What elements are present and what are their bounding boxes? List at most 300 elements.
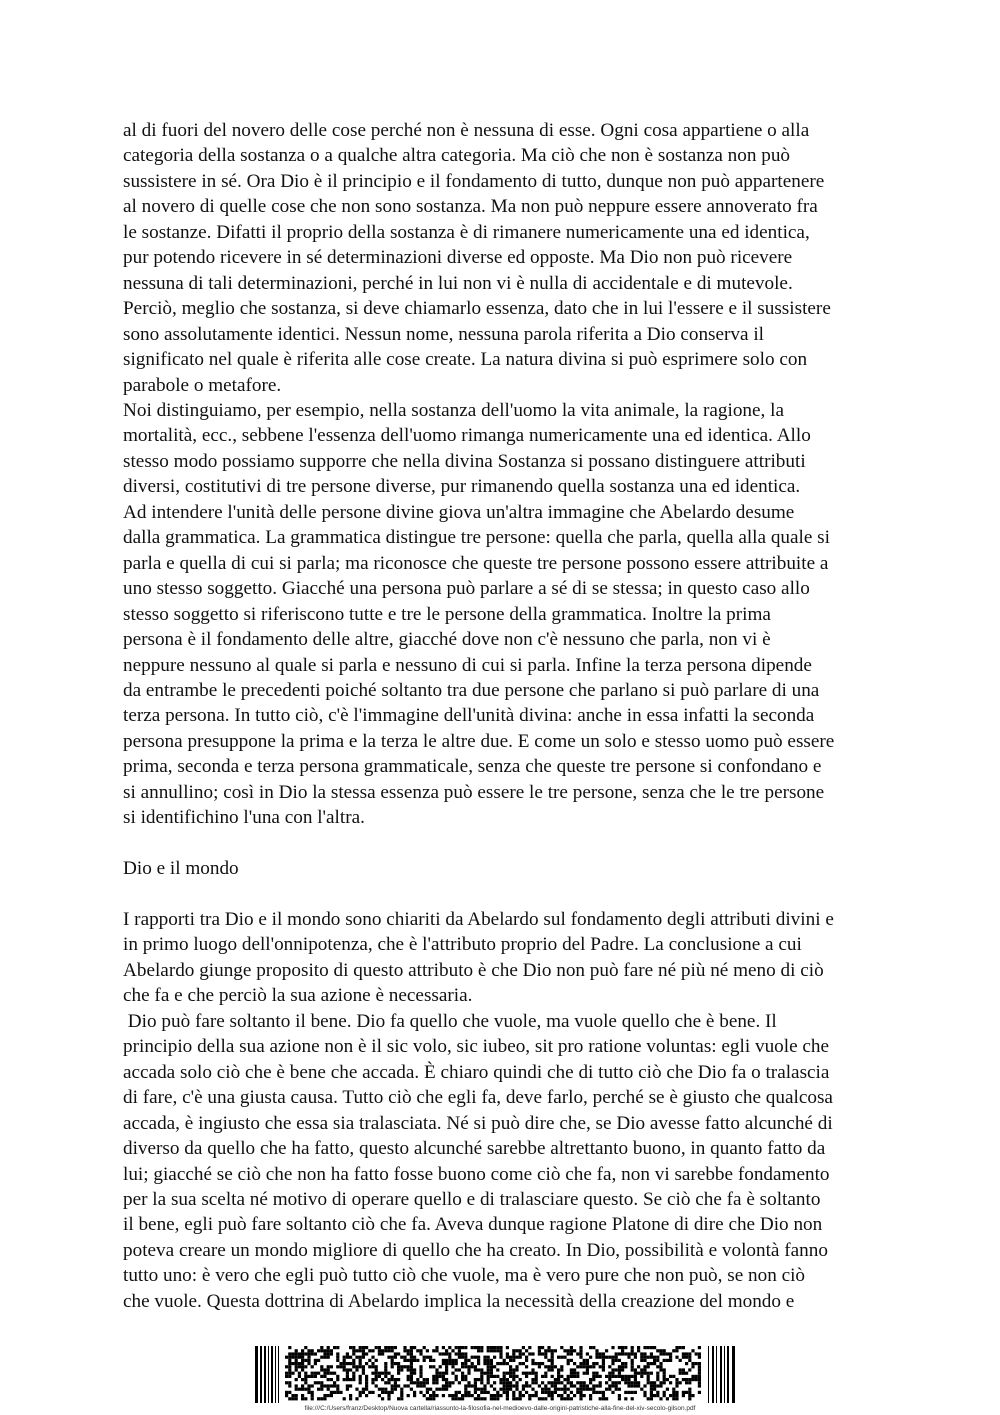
barcode-module	[656, 1365, 659, 1368]
barcode-module	[551, 1397, 554, 1400]
barcode-module	[471, 1346, 474, 1349]
barcode-module	[538, 1365, 541, 1368]
barcode-module	[461, 1365, 464, 1368]
barcode-module	[627, 1375, 630, 1378]
barcode-module	[509, 1356, 512, 1359]
barcode-module	[621, 1368, 624, 1371]
barcode-module	[656, 1378, 659, 1381]
barcode-module	[304, 1375, 307, 1378]
barcode-module	[365, 1362, 368, 1365]
barcode-module	[403, 1365, 406, 1368]
barcode-module	[675, 1394, 678, 1397]
barcode-module	[663, 1375, 666, 1378]
barcode-module	[448, 1384, 451, 1387]
barcode-module	[570, 1352, 573, 1355]
barcode-module	[330, 1349, 333, 1352]
barcode-module	[621, 1346, 624, 1349]
barcode-module	[435, 1349, 438, 1352]
barcode-module	[512, 1368, 515, 1371]
barcode-module	[368, 1359, 371, 1362]
barcode-module	[695, 1352, 698, 1355]
barcode-module	[391, 1346, 394, 1349]
barcode-module	[327, 1372, 330, 1375]
barcode-module	[435, 1368, 438, 1371]
barcode-module	[547, 1365, 550, 1368]
barcode-module	[634, 1352, 637, 1355]
barcode-module	[445, 1388, 448, 1391]
barcode-module	[490, 1346, 493, 1349]
barcode-module	[467, 1391, 470, 1394]
barcode-module	[663, 1394, 666, 1397]
barcode-module	[608, 1388, 611, 1391]
barcode-module	[525, 1349, 528, 1352]
barcode-module	[410, 1359, 413, 1362]
file-path-footer: file:///C:/Users/franz/Desktop/Nuova cartella/riassunto-la-filosofia-nel-medioevo-dalle-origini-patristiche-alla-fine-del-xiv-secolo-gilson.pdf	[304, 1405, 696, 1412]
barcode-module	[448, 1362, 451, 1365]
barcode-module	[426, 1349, 429, 1352]
barcode-module	[551, 1356, 554, 1359]
barcode-module	[413, 1391, 416, 1394]
barcode-module	[343, 1362, 346, 1365]
barcode-module	[647, 1397, 650, 1400]
barcode-module	[413, 1368, 416, 1371]
barcode-module	[557, 1368, 560, 1371]
barcode-module	[567, 1378, 570, 1381]
barcode-module	[672, 1388, 675, 1391]
barcode-module	[301, 1356, 304, 1359]
barcode-module	[541, 1381, 544, 1384]
barcode-module	[595, 1349, 598, 1352]
barcode-module	[631, 1362, 634, 1365]
barcode-module	[611, 1381, 614, 1384]
barcode-module	[512, 1356, 515, 1359]
barcode-module	[624, 1381, 627, 1384]
barcode-module	[544, 1372, 547, 1375]
barcode-module	[656, 1359, 659, 1362]
barcode-module	[419, 1368, 422, 1371]
text-line: uno stesso soggetto. Giacché una persona può parlare a sé di se stessa; in questo caso allo	[123, 578, 810, 600]
barcode-module	[595, 1372, 598, 1375]
barcode-module	[576, 1375, 579, 1378]
barcode-module	[551, 1359, 554, 1362]
barcode-module	[359, 1346, 362, 1349]
barcode-module	[435, 1378, 438, 1381]
barcode-module	[535, 1375, 538, 1378]
barcode-module	[362, 1356, 365, 1359]
barcode-module	[295, 1368, 298, 1371]
barcode-module	[631, 1391, 634, 1394]
barcode-module	[426, 1397, 429, 1400]
barcode-module	[307, 1362, 310, 1365]
barcode-module	[288, 1359, 291, 1362]
barcode-module	[349, 1397, 352, 1400]
barcode-module	[509, 1359, 512, 1362]
barcode-module	[499, 1362, 502, 1365]
barcode-module	[323, 1349, 326, 1352]
barcode-module	[407, 1365, 410, 1368]
barcode-module	[311, 1397, 314, 1400]
barcode-module	[653, 1388, 656, 1391]
barcode-module	[503, 1384, 506, 1387]
barcode-module	[288, 1356, 291, 1359]
barcode-module	[413, 1346, 416, 1349]
barcode-module	[371, 1391, 374, 1394]
barcode-module	[304, 1372, 307, 1375]
barcode-module	[669, 1394, 672, 1397]
barcode-module	[455, 1362, 458, 1365]
barcode-module	[471, 1365, 474, 1368]
barcode-module	[394, 1381, 397, 1384]
barcode-module	[483, 1362, 486, 1365]
text-line: in primo luogo dell'onnipotenza, che è l'attributo proprio del Padre. La conclusione a cui	[123, 934, 802, 956]
barcode-module	[346, 1388, 349, 1391]
barcode-module	[563, 1378, 566, 1381]
barcode-module	[435, 1372, 438, 1375]
barcode-module	[327, 1349, 330, 1352]
barcode-module	[359, 1356, 362, 1359]
barcode-module	[512, 1397, 515, 1400]
barcode-module	[698, 1362, 701, 1365]
barcode-module	[688, 1391, 691, 1394]
barcode-module	[461, 1346, 464, 1349]
barcode-module	[496, 1391, 499, 1394]
barcode-module	[560, 1394, 563, 1397]
text-line: diverso da quello che ha fatto, questo alcunché sarebbe altrettanto buono, in quanto fatto da	[123, 1138, 826, 1160]
barcode-module	[467, 1365, 470, 1368]
barcode-module	[307, 1349, 310, 1352]
barcode-module	[579, 1384, 582, 1387]
barcode-module	[579, 1346, 582, 1349]
barcode-module	[531, 1362, 534, 1365]
barcode-module	[691, 1365, 694, 1368]
barcode-module	[384, 1368, 387, 1371]
barcode-module	[659, 1384, 662, 1387]
barcode-module	[563, 1349, 566, 1352]
barcode-module	[650, 1362, 653, 1365]
barcode-module	[557, 1356, 560, 1359]
barcode-module	[640, 1352, 643, 1355]
barcode-module	[442, 1352, 445, 1355]
barcode-module	[451, 1359, 454, 1362]
barcode-module	[323, 1356, 326, 1359]
barcode-module	[426, 1378, 429, 1381]
barcode-module	[490, 1368, 493, 1371]
barcode-module	[410, 1378, 413, 1381]
barcode-module	[512, 1384, 515, 1387]
barcode-module	[464, 1394, 467, 1397]
barcode-module	[618, 1397, 621, 1400]
barcode-module	[464, 1359, 467, 1362]
barcode-module	[653, 1362, 656, 1365]
barcode-module	[423, 1381, 426, 1384]
barcode-module	[503, 1388, 506, 1391]
barcode-module	[346, 1368, 349, 1371]
barcode-module	[432, 1391, 435, 1394]
barcode-module	[503, 1375, 506, 1378]
barcode-module	[474, 1388, 477, 1391]
blank-line	[123, 831, 913, 856]
barcode-module	[659, 1352, 662, 1355]
barcode-module	[716, 1346, 717, 1403]
barcode-module	[557, 1388, 560, 1391]
barcode-module	[391, 1362, 394, 1365]
barcode-module	[371, 1356, 374, 1359]
barcode-module	[480, 1372, 483, 1375]
barcode-module	[426, 1356, 429, 1359]
barcode-module	[432, 1394, 435, 1397]
barcode-module	[631, 1365, 634, 1368]
barcode-module	[647, 1362, 650, 1365]
barcode-module	[384, 1346, 387, 1349]
barcode-module	[381, 1372, 384, 1375]
barcode-module	[695, 1362, 698, 1365]
barcode-module	[519, 1391, 522, 1394]
barcode-module	[400, 1394, 403, 1397]
barcode-module	[544, 1352, 547, 1355]
barcode-module	[493, 1365, 496, 1368]
barcode-module	[525, 1359, 528, 1362]
barcode-module	[435, 1375, 438, 1378]
barcode-module	[288, 1391, 291, 1394]
barcode-module	[304, 1397, 307, 1400]
barcode-module	[512, 1372, 515, 1375]
barcode-module	[320, 1375, 323, 1378]
barcode-module	[435, 1394, 438, 1397]
barcode-module	[560, 1397, 563, 1400]
barcode-module	[579, 1352, 582, 1355]
barcode-module	[426, 1388, 429, 1391]
barcode-module	[445, 1372, 448, 1375]
barcode-module	[413, 1381, 416, 1384]
barcode-module	[365, 1378, 368, 1381]
barcode-module	[403, 1359, 406, 1362]
barcode-module	[675, 1378, 678, 1381]
barcode-module	[264, 1346, 266, 1403]
barcode-module	[586, 1365, 589, 1368]
barcode-module	[525, 1391, 528, 1394]
barcode-module	[455, 1368, 458, 1371]
barcode-module	[355, 1368, 358, 1371]
barcode-module	[650, 1372, 653, 1375]
barcode-module	[525, 1375, 528, 1378]
barcode-module	[375, 1346, 378, 1349]
barcode-module	[467, 1372, 470, 1375]
barcode-module	[362, 1391, 365, 1394]
barcode-module	[352, 1378, 355, 1381]
barcode-module	[631, 1384, 634, 1387]
barcode-module	[349, 1346, 352, 1349]
barcode-module	[375, 1372, 378, 1375]
barcode-module	[627, 1356, 630, 1359]
barcode-module	[323, 1394, 326, 1397]
text-line: si identifichino l'una con l'altra.	[123, 807, 365, 829]
barcode-module	[480, 1378, 483, 1381]
barcode-module	[378, 1352, 381, 1355]
barcode-module	[487, 1362, 490, 1365]
barcode-module	[663, 1359, 666, 1362]
barcode-module	[531, 1359, 534, 1362]
barcode-module	[522, 1362, 525, 1365]
barcode-module	[387, 1356, 390, 1359]
barcode-module	[611, 1362, 614, 1365]
barcode-module	[573, 1362, 576, 1365]
barcode-module	[295, 1365, 298, 1368]
text-line: stesso modo possiamo supporre che nella divina Sostanza si possano distinguere attributi	[123, 450, 806, 472]
barcode-module	[512, 1375, 515, 1378]
barcode-module	[458, 1397, 461, 1400]
barcode-module	[362, 1388, 365, 1391]
barcode-module	[643, 1346, 646, 1349]
barcode-module	[474, 1378, 477, 1381]
barcode-module	[451, 1381, 454, 1384]
barcode-module	[602, 1362, 605, 1365]
barcode-module	[611, 1384, 614, 1387]
barcode-module	[448, 1381, 451, 1384]
barcode-module	[602, 1394, 605, 1397]
barcode-module	[675, 1391, 678, 1394]
barcode-module	[461, 1352, 464, 1355]
barcode-module	[487, 1349, 490, 1352]
barcode-module	[579, 1391, 582, 1394]
barcode-module	[352, 1349, 355, 1352]
barcode-module	[295, 1349, 298, 1352]
barcode-module	[314, 1381, 317, 1384]
barcode-module	[375, 1359, 378, 1362]
barcode-module	[346, 1378, 349, 1381]
barcode-module	[352, 1375, 355, 1378]
barcode-module	[304, 1359, 307, 1362]
barcode-module	[295, 1359, 298, 1362]
barcode-module	[695, 1375, 698, 1378]
barcode-module	[268, 1346, 269, 1403]
barcode-module	[618, 1346, 621, 1349]
barcode-module	[445, 1384, 448, 1387]
barcode-module	[359, 1365, 362, 1368]
barcode-module	[531, 1388, 534, 1391]
barcode-module	[643, 1394, 646, 1397]
barcode-module	[685, 1362, 688, 1365]
barcode-module	[567, 1362, 570, 1365]
barcode-module	[461, 1378, 464, 1381]
barcode-module	[384, 1388, 387, 1391]
barcode-module	[615, 1375, 618, 1378]
barcode-module	[637, 1365, 640, 1368]
barcode-module	[445, 1362, 448, 1365]
barcode-module	[477, 1388, 480, 1391]
barcode-module	[480, 1368, 483, 1371]
barcode-module	[547, 1349, 550, 1352]
barcode-module	[455, 1394, 458, 1397]
barcode-module	[365, 1394, 368, 1397]
barcode-module	[682, 1346, 685, 1349]
barcode-module	[339, 1362, 342, 1365]
text-line: al novero di quelle cose che non sono sostanza. Ma non può neppure essere annoverato fra	[123, 196, 818, 218]
barcode-module	[496, 1397, 499, 1400]
barcode-module	[362, 1349, 365, 1352]
barcode-module	[602, 1397, 605, 1400]
barcode-module	[647, 1356, 650, 1359]
barcode-module	[624, 1375, 627, 1378]
barcode-module	[314, 1372, 317, 1375]
barcode-module	[560, 1346, 563, 1349]
barcode-module	[685, 1391, 688, 1394]
barcode-module	[525, 1356, 528, 1359]
barcode-module	[320, 1381, 323, 1384]
barcode-module	[621, 1362, 624, 1365]
barcode-module	[362, 1372, 365, 1375]
barcode-module	[349, 1378, 352, 1381]
barcode-module	[419, 1352, 422, 1355]
barcode-module	[407, 1349, 410, 1352]
barcode-module	[698, 1365, 701, 1368]
barcode-module	[336, 1352, 339, 1355]
barcode-module	[311, 1365, 314, 1368]
barcode-module	[387, 1378, 390, 1381]
barcode-module	[650, 1397, 653, 1400]
barcode-module	[314, 1362, 317, 1365]
barcode-module	[378, 1394, 381, 1397]
barcode-module	[394, 1362, 397, 1365]
barcode-module	[375, 1365, 378, 1368]
barcode-module	[423, 1359, 426, 1362]
barcode-module	[467, 1384, 470, 1387]
barcode-module	[599, 1365, 602, 1368]
barcode-module	[288, 1375, 291, 1378]
barcode-module	[547, 1381, 550, 1384]
barcode-module	[506, 1381, 509, 1384]
barcode-module	[563, 1388, 566, 1391]
barcode-module	[413, 1372, 416, 1375]
barcode-module	[509, 1384, 512, 1387]
barcode-module	[563, 1384, 566, 1387]
barcode-module	[631, 1375, 634, 1378]
barcode-module	[336, 1378, 339, 1381]
barcode-module	[285, 1381, 288, 1384]
barcode-module	[506, 1356, 509, 1359]
barcode-module	[615, 1388, 618, 1391]
barcode-module	[365, 1352, 368, 1355]
barcode-module	[525, 1381, 528, 1384]
barcode-module	[634, 1378, 637, 1381]
barcode-module	[576, 1352, 579, 1355]
barcode-module	[487, 1346, 490, 1349]
barcode-module	[602, 1352, 605, 1355]
barcode-module	[355, 1365, 358, 1368]
barcode-module	[413, 1356, 416, 1359]
barcode-module	[400, 1365, 403, 1368]
barcode-module	[567, 1359, 570, 1362]
barcode-module	[650, 1356, 653, 1359]
text-line: lui; giacché se ciò che non ha fatto fosse buono come ciò che fa, non vi sarebbe fondamento	[123, 1163, 830, 1185]
barcode-module	[666, 1359, 669, 1362]
barcode-module	[419, 1375, 422, 1378]
barcode-module	[448, 1352, 451, 1355]
barcode-module	[557, 1378, 560, 1381]
barcode-module	[371, 1362, 374, 1365]
barcode-module	[535, 1391, 538, 1394]
barcode-module	[391, 1349, 394, 1352]
barcode-module	[320, 1365, 323, 1368]
barcode-module	[323, 1397, 326, 1400]
barcode-module	[288, 1368, 291, 1371]
barcode-module	[650, 1388, 653, 1391]
barcode-module	[621, 1352, 624, 1355]
barcode-module	[567, 1397, 570, 1400]
barcode-module	[560, 1365, 563, 1368]
text-line: che fa e che perciò la sua azione è necessaria.	[123, 985, 473, 1007]
barcode-module	[307, 1352, 310, 1355]
barcode-module	[480, 1397, 483, 1400]
